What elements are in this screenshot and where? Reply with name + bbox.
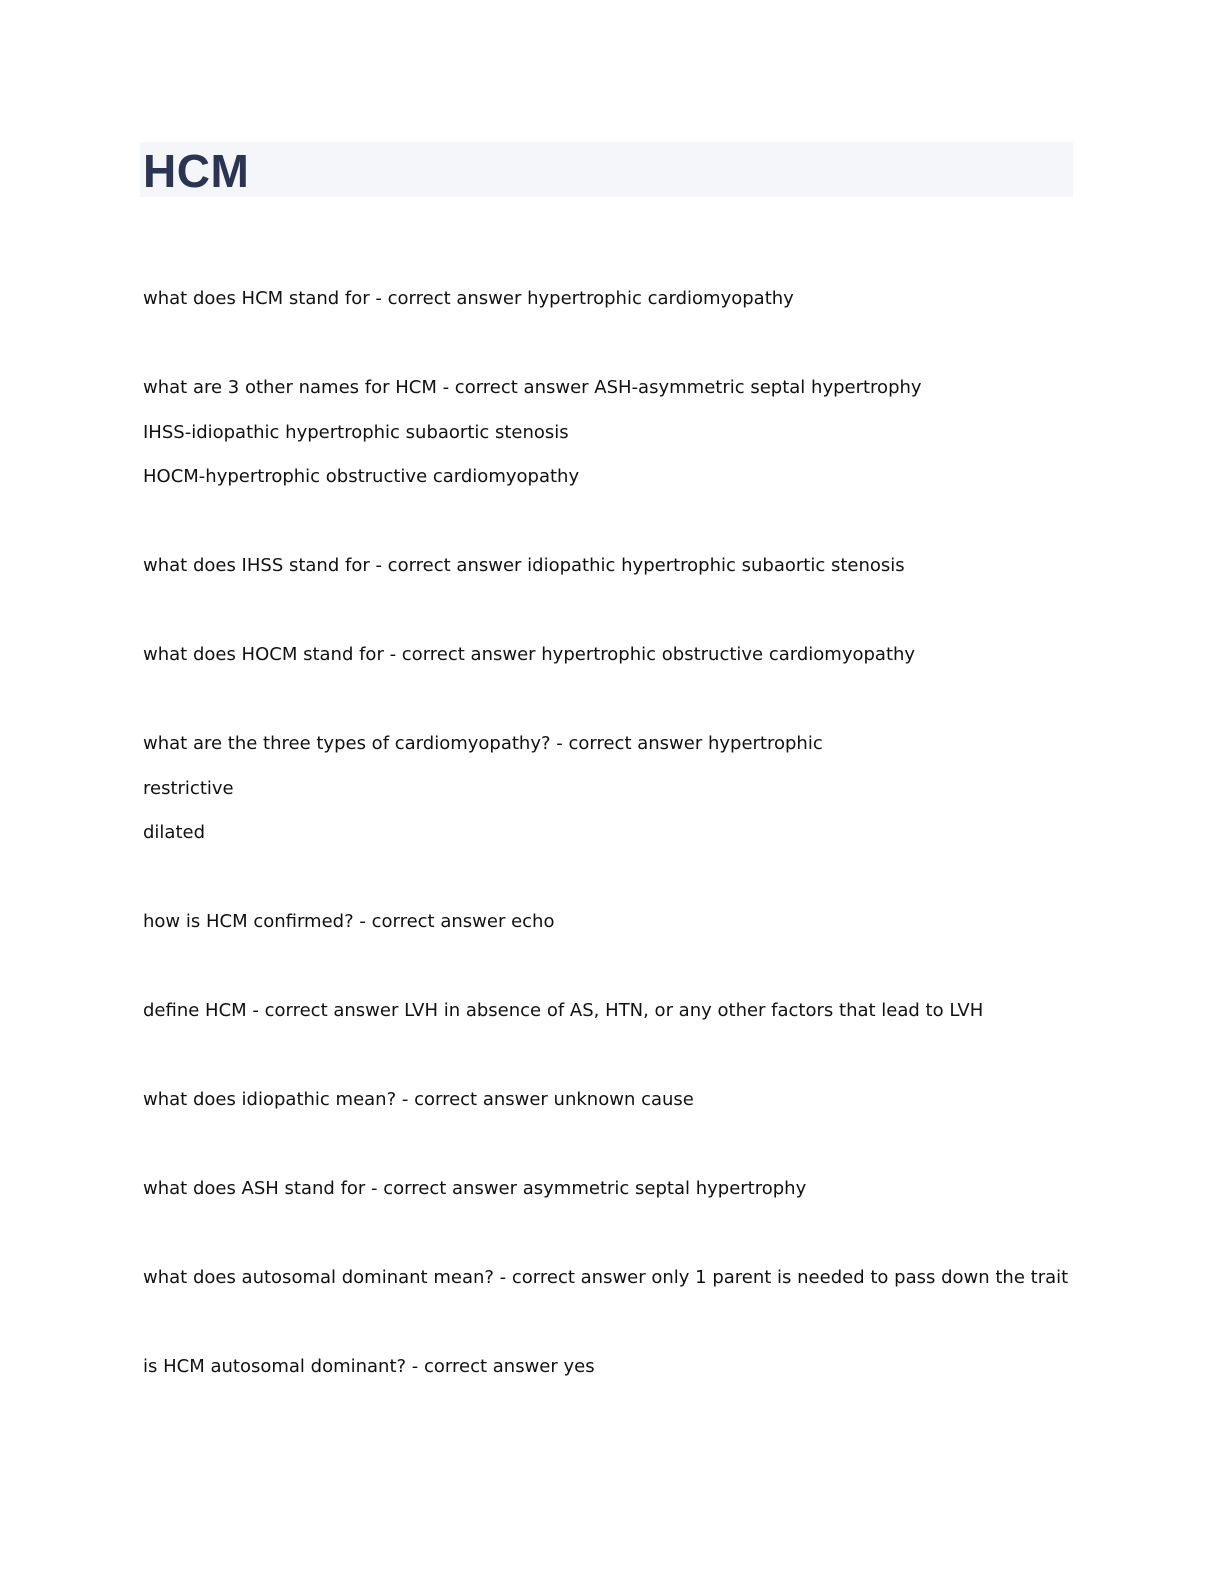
qa-item	[143, 1263, 1103, 1293]
qa-item	[143, 640, 1103, 670]
qa-line: restrictive	[143, 777, 234, 799]
title-bar	[140, 142, 1073, 197]
qa-line: define HCM - correct answer LVH in absence of AS, HTN, or any other factors that lead to LVH	[143, 1000, 984, 1021]
qa-item	[143, 1352, 1103, 1382]
qa-line: HOCM-hypertrophic obstructive cardiomyopathy	[143, 466, 580, 487]
qa-line: what are 3 other names for HCM - correct answer ASH-asymmetric septal hypertrophy	[143, 377, 922, 398]
qa-line: what does IHSS stand for - correct answer idiopathic hypertrophic subaortic stenosis	[143, 555, 905, 576]
qa-item	[143, 996, 1103, 1026]
qa-line: IHSS-idiopathic hypertrophic subaortic stenosis	[143, 421, 569, 443]
qa-item	[143, 373, 1103, 492]
qa-item	[143, 729, 1103, 848]
page-title: HCM	[143, 145, 250, 197]
qa-line: dilated	[143, 822, 206, 843]
qa-item	[143, 1174, 1103, 1204]
qa-line: what are the three types of cardiomyopathy? - correct answer hypertrophic	[143, 733, 823, 754]
qa-line: what does autosomal dominant mean? - correct answer only 1 parent is needed to pass down the trait	[143, 1267, 1069, 1288]
qa-item	[143, 907, 1103, 937]
qa-item	[143, 551, 1103, 581]
qa-line: what does idiopathic mean? - correct answer unknown cause	[143, 1089, 694, 1110]
qa-item	[143, 284, 1103, 314]
qa-item	[143, 1085, 1103, 1115]
qa-line: how is HCM confirmed? - correct answer echo	[143, 911, 555, 932]
qa-line: what does HCM stand for - correct answer hypertrophic cardiomyopathy	[143, 288, 794, 309]
qa-line: what does ASH stand for - correct answer asymmetric septal hypertrophy	[143, 1178, 807, 1199]
qa-list	[143, 284, 1103, 1441]
qa-line: is HCM autosomal dominant? - correct answer yes	[143, 1356, 595, 1377]
qa-line: what does HOCM stand for - correct answer hypertrophic obstructive cardiomyopathy	[143, 644, 916, 665]
